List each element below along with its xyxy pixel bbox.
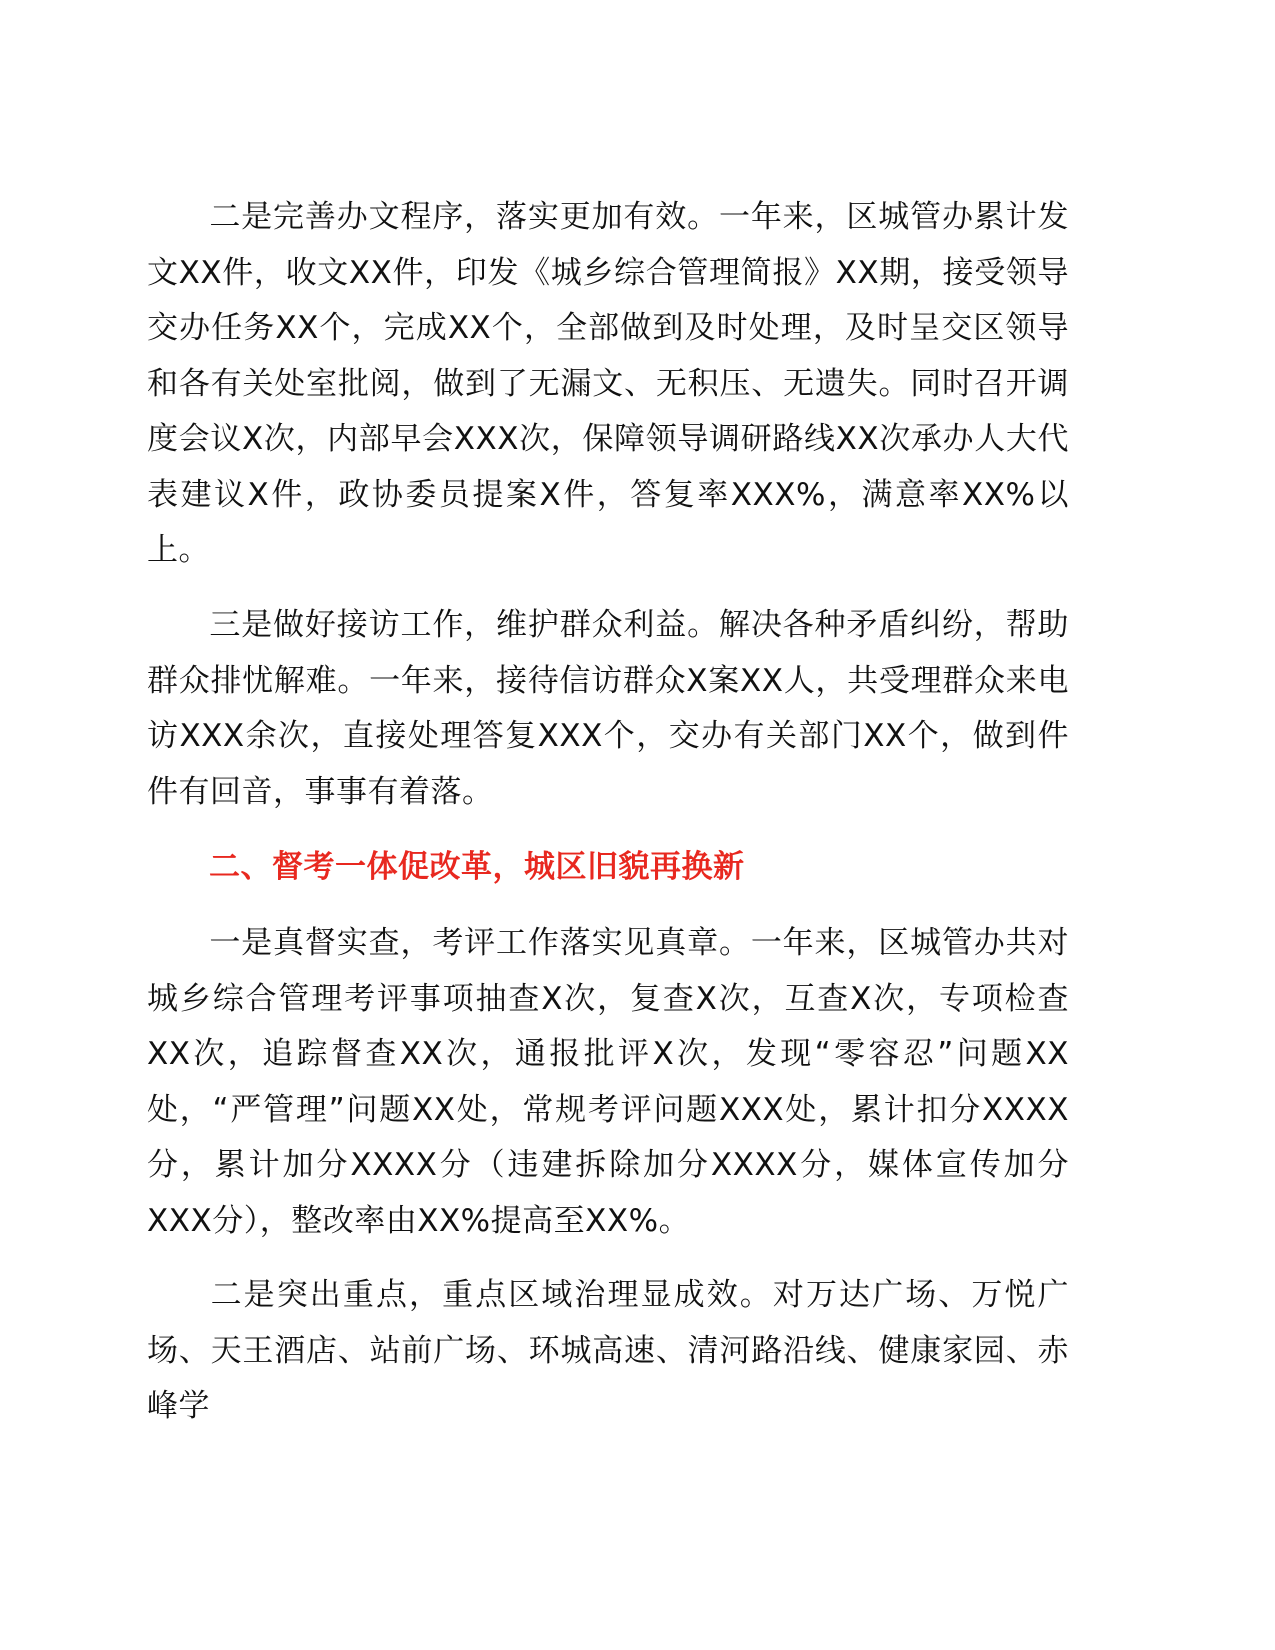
paragraph-text: 二是突出重点，重点区域治理显成效。对万达广场、万悦广场、天王酒店、站前广场、环城高速、清河路沿线、健康家园、赤峰学 (147, 1277, 1069, 1424)
paragraph-text: 一是真督实查，考评工作落实见真章。一年来，区城管办共对城乡综合管理考评事项抽查X次，复查X次，互查X次，专项检查XX次，追踪督查XX次，通报批评X次，发现“零容忍”问题XX处，“严管理”问题XX处，常规考评问题XXX处，累计扣分XXXX分，累计加分XXXX分（违建拆除加分XXXX分，媒体宣传加分XXX分），整改率由XX%提高至XX%。 (147, 925, 1069, 1239)
section-heading: 二、督考一体促改革，城区旧貌再换新 (209, 849, 745, 885)
paragraph-office-procedures (147, 190, 1069, 579)
paragraph-petition-work (147, 598, 1069, 820)
paragraph-text: 三是做好接访工作，维护群众利益。解决各种矛盾纠纷，帮助群众排忧解难。一年来，接待信访群众X案XX人，共受理群众来电访XXX余次，直接处理答复XXX个，交办有关部门XX个，做到件件有回音，事事有着落。 (147, 607, 1069, 810)
paragraph-text: 二是完善办文程序，落实更加有效。一年来，区城管办累计发文XX件，收文XX件，印发《城乡综合管理简报》XX期，接受领导交办任务XX个，完成XX个，全部做到及时处理，及时呈交区领导和各有关处室批阅，做到了无漏文、无积压、无遗失。同时召开调度会议X次，内部早会XXX次，保障领导调研路线XX次承办人大代表建议X件，政协委员提案X件，答复率XXX%，满意率XX%以上。 (147, 199, 1069, 568)
paragraph-inspection-assessment (147, 916, 1069, 1249)
paragraph-key-area-governance (147, 1268, 1069, 1435)
